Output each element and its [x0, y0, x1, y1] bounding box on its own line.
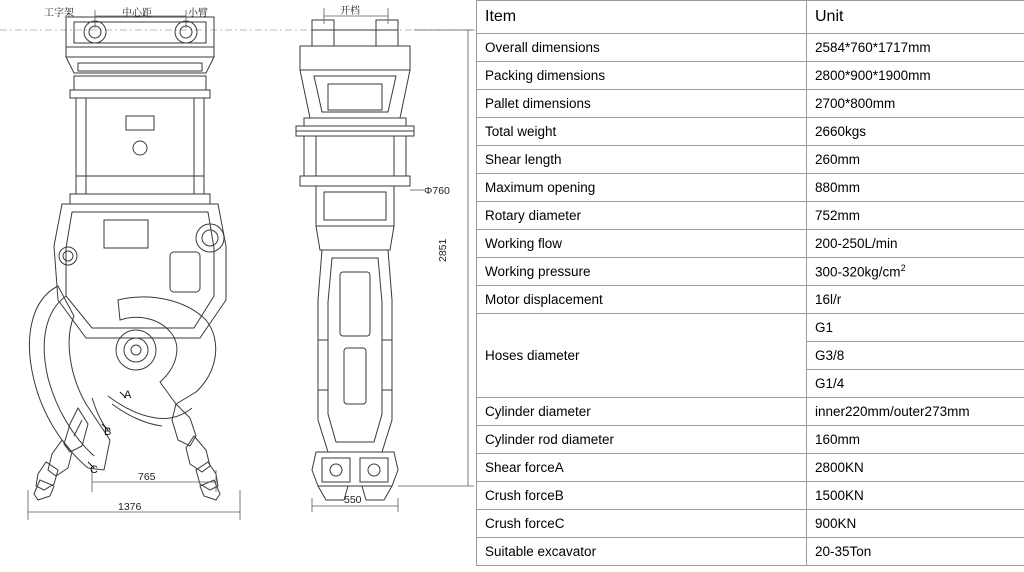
table-row — [477, 538, 1024, 566]
table-row — [477, 90, 1024, 118]
row-label: Shear length — [477, 146, 807, 174]
row-label: Hoses diameter — [477, 314, 807, 398]
row-label: Suitable excavator — [477, 538, 807, 566]
front-view — [29, 17, 226, 500]
dim-front-width-inner: 765 — [138, 471, 156, 483]
table-row — [477, 426, 1024, 454]
row-label: Packing dimensions — [477, 62, 807, 90]
row-label: Total weight — [477, 118, 807, 146]
row-value: 20-35Ton — [807, 538, 1024, 566]
row-label: Crush forceB — [477, 482, 807, 510]
row-label: Working flow — [477, 230, 807, 258]
row-value: 752mm — [807, 202, 1024, 230]
table-row — [477, 174, 1024, 202]
row-label: Cylinder diameter — [477, 398, 807, 426]
row-value: 880mm — [807, 174, 1024, 202]
label-center-distance: 中心距 — [122, 8, 152, 19]
row-value: 16l/r — [807, 286, 1024, 314]
label-gantry-frame: 工字架 — [44, 8, 74, 19]
table-row — [477, 510, 1024, 538]
label-arm: 小臂 — [188, 8, 208, 19]
row-label: Rotary diameter — [477, 202, 807, 230]
table-row — [477, 286, 1024, 314]
row-value: G1 — [807, 314, 1024, 342]
dim-side-width: 550 — [344, 494, 362, 506]
row-value: 2660kgs — [807, 118, 1024, 146]
table-header-row — [477, 1, 1024, 34]
column-header-item: Item — [477, 1, 807, 34]
row-value-text: 300-320kg/cm — [815, 264, 901, 280]
spec-table — [476, 0, 1024, 566]
row-label: Crush forceC — [477, 510, 807, 538]
row-value: 260mm — [807, 146, 1024, 174]
row-value: 1500KN — [807, 482, 1024, 510]
drawing-canvas — [0, 0, 476, 572]
row-value: 160mm — [807, 426, 1024, 454]
row-value: G1/4 — [807, 370, 1024, 398]
technical-drawing — [0, 0, 476, 572]
row-label: Pallet dimensions — [477, 90, 807, 118]
dim-front-width-outer: 1376 — [118, 501, 142, 513]
table-row — [477, 398, 1024, 426]
table-row — [477, 62, 1024, 90]
table-row — [477, 118, 1024, 146]
row-value — [807, 258, 1024, 286]
label-opening: 开档 — [340, 6, 360, 17]
row-label: Working pressure — [477, 258, 807, 286]
row-value: 2800*900*1900mm — [807, 62, 1024, 90]
column-header-unit: Unit — [807, 1, 1024, 34]
row-value: 200-250L/min — [807, 230, 1024, 258]
row-value: 900KN — [807, 510, 1024, 538]
row-label: Motor displacement — [477, 286, 807, 314]
spec-table-container — [476, 0, 1024, 572]
table-row — [477, 482, 1024, 510]
table-row — [477, 314, 1024, 342]
table-row — [477, 34, 1024, 62]
table-row — [477, 146, 1024, 174]
row-label: Shear forceA — [477, 454, 807, 482]
table-row — [477, 258, 1024, 286]
row-value: 2584*760*1717mm — [807, 34, 1024, 62]
row-label: Maximum opening — [477, 174, 807, 202]
dim-total-height: 2851 — [437, 238, 449, 262]
row-label: Cylinder rod diameter — [477, 426, 807, 454]
row-value-superscript: 2 — [900, 263, 906, 274]
row-value: inner220mm/outer273mm — [807, 398, 1024, 426]
point-label-a: A — [124, 389, 132, 401]
side-view — [296, 20, 414, 500]
dim-rotary-diameter: Φ760 — [424, 185, 450, 197]
row-label: Overall dimensions — [477, 34, 807, 62]
table-row — [477, 202, 1024, 230]
row-value: 2800KN — [807, 454, 1024, 482]
table-row — [477, 230, 1024, 258]
table-row — [477, 454, 1024, 482]
row-value: G3/8 — [807, 342, 1024, 370]
row-value: 2700*800mm — [807, 90, 1024, 118]
point-label-c: C — [90, 464, 98, 476]
point-label-b: B — [104, 426, 112, 438]
